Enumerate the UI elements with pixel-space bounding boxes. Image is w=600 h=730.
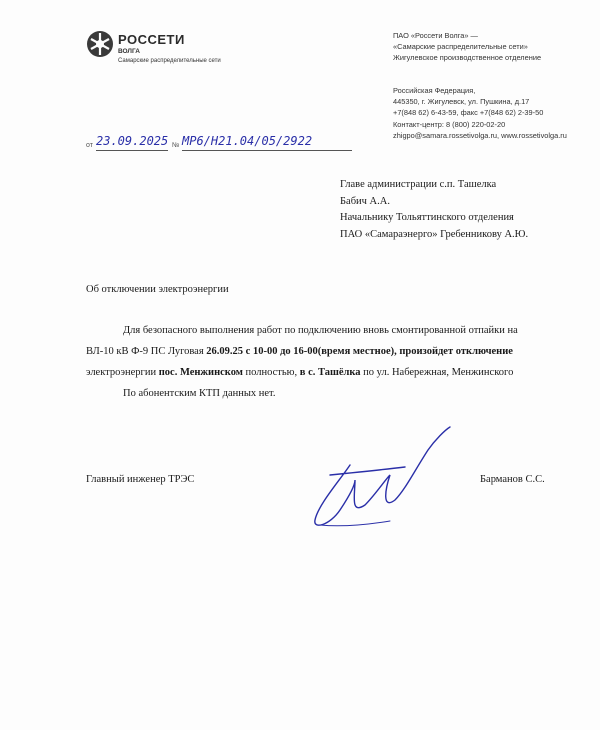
number-label: № (172, 142, 180, 149)
contact-line: Контакт-центр: 8 (800) 220-02-20 (393, 119, 506, 129)
contact-line: 445350, г. Жигулевск, ул. Пушкина, д.17 (393, 97, 530, 107)
from-label: от (86, 142, 93, 149)
signer-name: Барманов С.С. (480, 474, 545, 485)
handwritten-number: МР6/Н21.04/05/2922 (182, 134, 313, 148)
addressee-line: Начальнику Тольяттинского отделения (340, 212, 514, 223)
signer-title: Главный инженер ТРЭС (86, 474, 195, 485)
sender-line: Жигулевское производственное отделение (393, 53, 542, 62)
logo-region: ВОЛГА (118, 48, 140, 55)
body-paragraph: По абонентским КТП данных нет. (123, 388, 276, 399)
body-text: по ул. Набережная, Менжинского (360, 367, 514, 378)
logo-subtitle: Самарские распределительные сети (118, 58, 221, 64)
rosseti-logo-icon (86, 30, 114, 58)
sender-line: «Самарские распределительные сети» (393, 42, 528, 51)
contacts-block (393, 85, 567, 141)
date-underline (96, 150, 168, 151)
outage-place-2: в с. Ташёлка (299, 367, 361, 378)
addressee-line: Главе администрации с.п. Ташелка (340, 179, 497, 190)
body-text: Для безопасного выполнения работ по подключению вновь смонтированной отпайки на ВЛ-10 кВ Ф-9 ПС Луговая (86, 325, 518, 357)
body-text: полностью, (242, 367, 300, 378)
outage-time: 26.09.25 с 10-00 до 16-00(время местное), произойдет отключение (206, 346, 513, 357)
logo-brand: РОССЕТИ (118, 32, 185, 47)
body-paragraph (86, 320, 518, 383)
addressee-line: ПАО «Самараэнерго» Гребенникову А.Ю. (340, 228, 529, 240)
contact-line: Российская Федерация, (393, 86, 476, 95)
addressee-block (340, 177, 528, 243)
outage-place-1: пос. Менжинском (158, 367, 243, 378)
contact-line: +7(848 62) 6-43-59, факс +7(848 62) 2-39-50 (393, 108, 544, 118)
addressee-line: Бабич А.А. (340, 195, 390, 207)
reference-line (86, 134, 356, 160)
sender-block (393, 30, 541, 63)
number-underline (182, 150, 352, 151)
body-text: электроэнергии (86, 367, 159, 378)
sender-line: ПАО «Россети Волга» — (393, 31, 478, 40)
contact-line: zhigpo@samara.rossetivolga.ru, www.rossetivolga.ru (393, 130, 567, 140)
handwritten-date: 23.09.2025 (96, 134, 169, 148)
letter-subject: Об отключении электроэнергии (86, 284, 229, 295)
letter-body (86, 320, 518, 404)
handwritten-signature (310, 425, 460, 535)
